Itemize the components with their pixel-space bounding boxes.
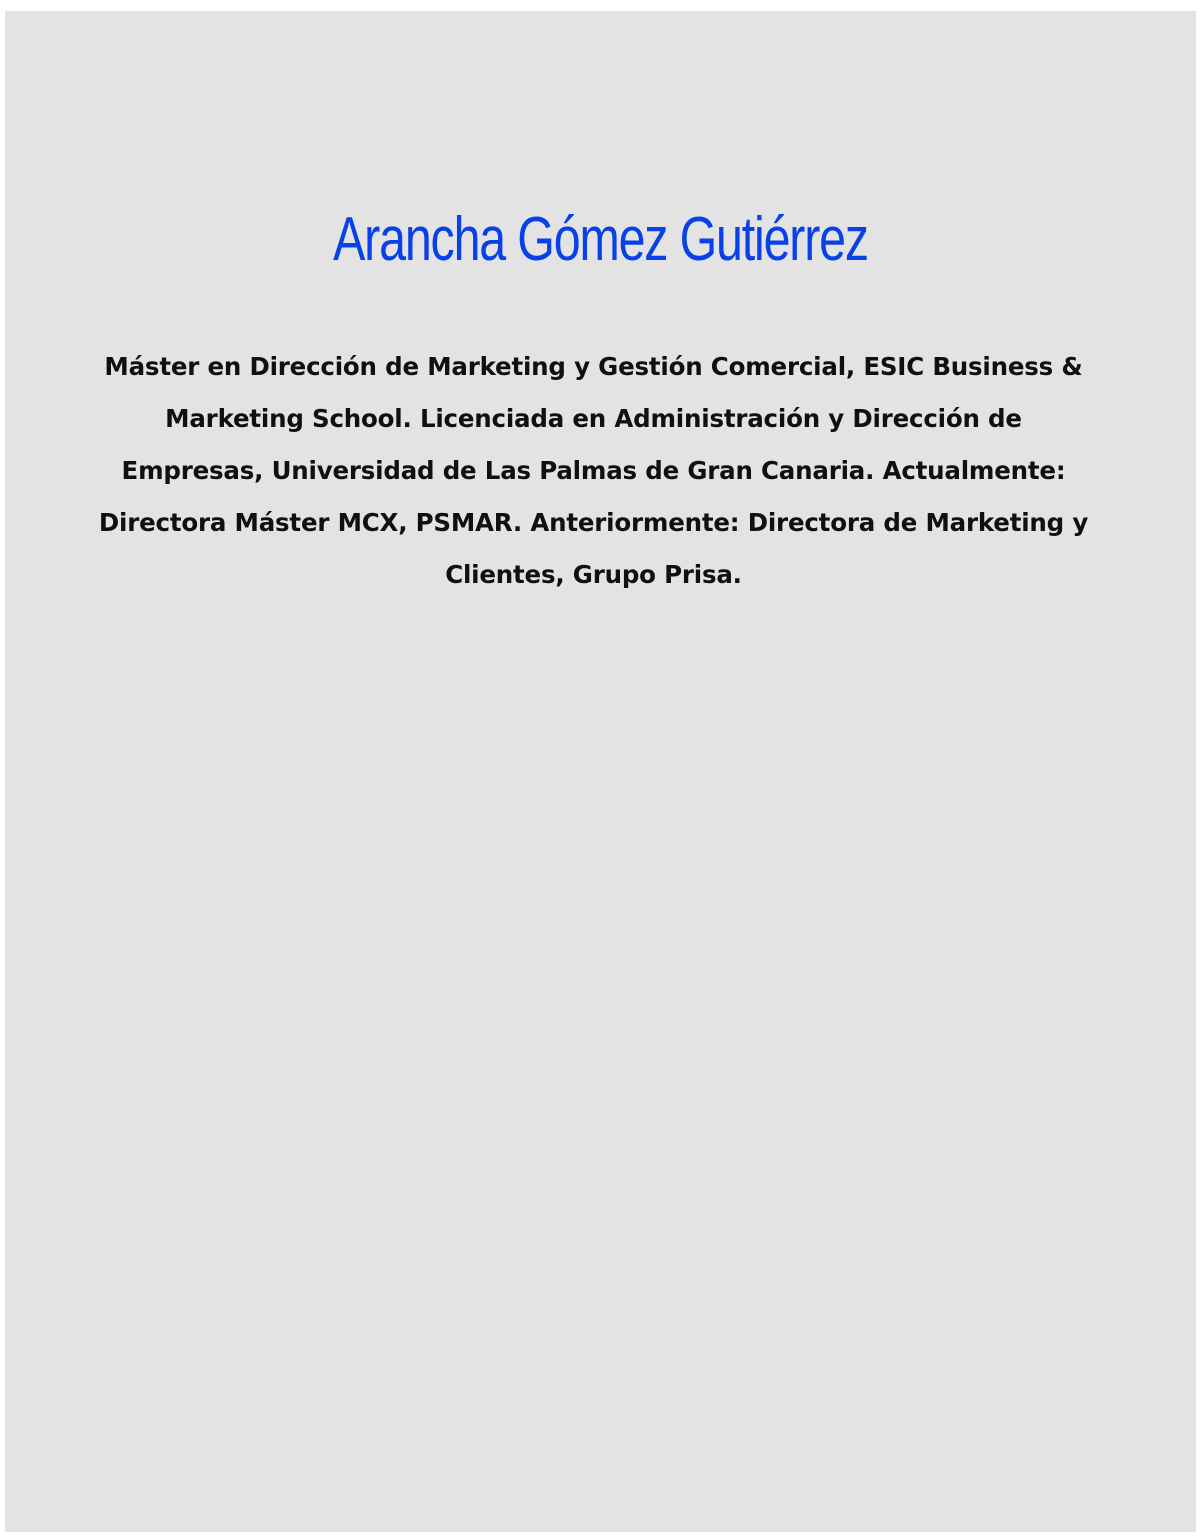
- person-bio: Máster en Dirección de Marketing y Gestión Comercial, ESIC Business & Marketing School. Licenciada en Administración y Dirección de Empresas, Universidad de Las Palmas de Gran Canaria. Actualmente: Directora Máster MCX, PSMAR. Anteriormente: Directora de Marketing y Clientes, Grupo Prisa.: [98, 352, 1089, 589]
- profile-card: [5, 11, 1196, 1532]
- person-name: Arancha Gómez Gutiérrez: [333, 205, 868, 274]
